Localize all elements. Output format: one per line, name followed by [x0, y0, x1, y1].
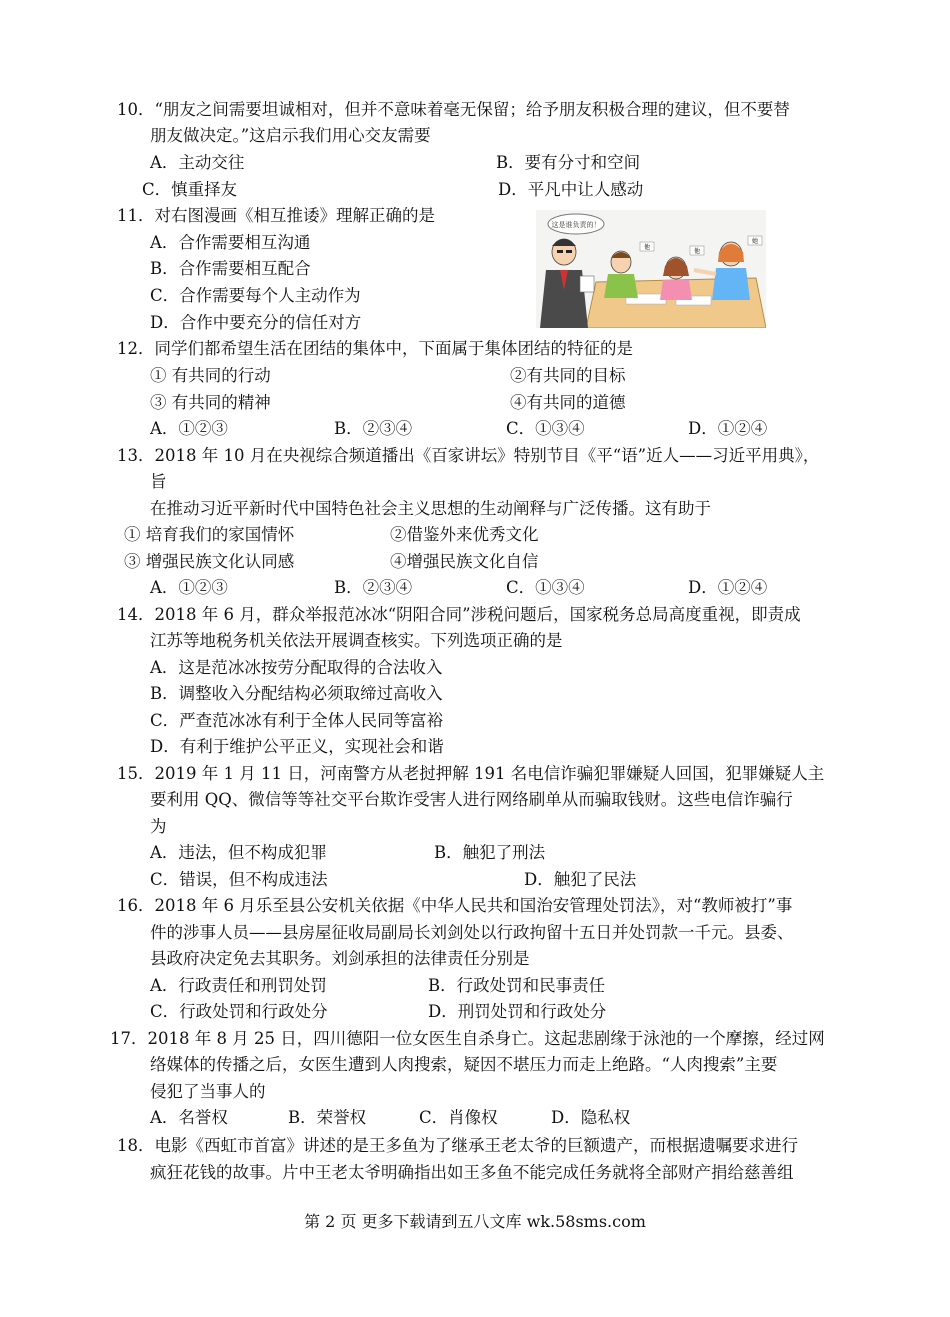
q15-stem-line2: 要利用 QQ、微信等等社交平台欺诈受害人进行网络刷单从而骗取钱财。这些电信诈骗行: [150, 790, 793, 809]
q13-item-1: ① 培育我们的家国情怀: [124, 525, 295, 544]
q13-stem-line1: 13．2018 年 10 月在央视综合频道播出《百家讲坛》特别节目《平“语”近人——习近平用典》，: [117, 446, 820, 465]
comic-illustration: [536, 210, 766, 328]
q16-stem-line3: 县政府决定免去其职务。刘剑承担的法律责任分别是: [150, 949, 530, 968]
q15-stem-line1: 15．2019 年 1 月 11 日，河南警方从老挝押解 191 名电信诈骗犯罪嫌疑人回国，犯罪嫌疑人主: [117, 764, 825, 783]
q17-stem-line1: 17．2018 年 8 月 25 日，四川德阳一位女医生自杀身亡。这起悲剧缘于泳池的一个摩擦，经过网: [110, 1029, 825, 1048]
q17-option-b: B．荣誉权: [288, 1108, 367, 1127]
q11-stem: 11．对右图漫画《相互推诿》理解正确的是: [117, 206, 435, 225]
q11-option-c: C．合作需要每个人主动作为: [150, 286, 361, 305]
q10-option-d: D．平凡中让人感动: [498, 180, 644, 199]
q12-item-3: ③ 有共同的精神: [150, 393, 271, 412]
q16-option-b: B．行政处罚和民事责任: [428, 976, 606, 995]
comic-tag-2: 他: [693, 248, 701, 255]
q16-stem-line1: 16．2018 年 6 月乐至县公安机关依据《中华人民共和国治安管理处罚法》，对“教师被打”事: [117, 896, 793, 915]
q13-item-2: ②借鉴外来优秀文化: [390, 525, 539, 544]
q13-item-4: ④增强民族文化自信: [390, 552, 539, 571]
q12-item-4: ④有共同的道德: [510, 393, 626, 412]
q14-option-d: D．有利于维护公平正义，实现社会和谐: [150, 737, 444, 756]
comic-speech-bubble: 这是谁负责的！: [551, 221, 601, 229]
q10-stem-line2: 朋友做决定。”这启示我们用心交友需要: [150, 126, 431, 145]
q12-option-a: A．①②③: [150, 419, 228, 438]
q16-option-d: D．刑罚处罚和行政处分: [428, 1002, 607, 1021]
comic-tag-1: 他: [643, 244, 651, 251]
q10-option-c: C．慎重择友: [142, 180, 238, 199]
q11-option-d: D．合作中要充分的信任对方: [150, 313, 362, 332]
q12-item-2: ②有共同的目标: [510, 366, 626, 385]
q10-option-a: A．主动交往: [150, 153, 245, 172]
q17-stem-line3: 侵犯了当事人的: [150, 1082, 266, 1101]
q13-stem-line3: 在推动习近平新时代中国特色社会主义思想的生动阐释与广泛传播。这有助于: [150, 499, 711, 518]
q15-option-d: D．触犯了民法: [524, 870, 637, 889]
q15-option-a: A．违法，但不构成犯罪: [150, 843, 327, 862]
q14-option-b: B．调整收入分配结构必须取缔过高收入: [150, 684, 443, 703]
q14-stem-line2: 江苏等地税务机关依法开展调查核实。下列选项正确的是: [150, 631, 563, 650]
q16-option-c: C．行政处罚和行政处分: [150, 1002, 328, 1021]
q15-option-b: B．触犯了刑法: [434, 843, 546, 862]
q16-option-a: A．行政责任和刑罚处罚: [150, 976, 327, 995]
comic-tag-3: 她: [751, 238, 759, 245]
q11-option-b: B．合作需要相互配合: [150, 259, 311, 278]
q12-option-d: D．①②④: [688, 419, 768, 438]
q11-option-a: A．合作需要相互沟通: [150, 233, 311, 252]
q18-stem-line2: 疯狂花钱的故事。片中王老太爷明确指出如王多鱼不能完成任务就将全部财产捐给慈善组: [150, 1163, 794, 1182]
q13-stem-line2: 旨: [150, 472, 167, 491]
page-footer: 第 2 页 更多下载请到五八文库 wk.58sms.com: [304, 1212, 646, 1231]
q17-stem-line2: 络媒体的传播之后，女医生遭到人肉搜索，疑因不堪压力而走上绝路。“人肉搜索”主要: [150, 1055, 778, 1074]
q10-stem-line1: 10．“朋友之间需要坦诚相对，但并不意味着毫无保留；给予朋友积极合理的建议，但不要替: [117, 100, 790, 119]
q10-option-b: B．要有分寸和空间: [496, 153, 641, 172]
q17-option-d: D．隐私权: [551, 1108, 631, 1127]
q14-option-a: A．这是范冰冰按劳分配取得的合法收入: [150, 658, 443, 677]
q12-option-c: C．①③④: [506, 419, 585, 438]
q12-stem: 12．同学们都希望生活在团结的集体中，下面属于集体团结的特征的是: [117, 339, 633, 358]
q17-option-a: A．名誉权: [150, 1108, 228, 1127]
q15-stem-line3: 为: [150, 817, 167, 836]
q14-option-c: C．严查范冰冰有利于全体人民同等富裕: [150, 711, 444, 730]
q13-option-c: C．①③④: [506, 578, 585, 597]
q16-stem-line2: 件的涉事人员——县房屋征收局副局长刘剑处以行政拘留十五日并处罚款一千元。县委、: [150, 923, 794, 942]
q13-option-d: D．①②④: [688, 578, 768, 597]
q18-stem-line1: 18．电影《西虹市首富》讲述的是王多鱼为了继承王老太爷的巨额遗产，而根据遗嘱要求进行: [117, 1136, 798, 1155]
q13-item-3: ③ 增强民族文化认同感: [124, 552, 295, 571]
q15-option-c: C．错误，但不构成违法: [150, 870, 328, 889]
q14-stem-line1: 14．2018 年 6 月，群众举报范冰冰“阴阳合同”涉税问题后，国家税务总局高度重视，即责成: [117, 605, 801, 624]
q17-option-c: C．肖像权: [419, 1108, 498, 1127]
q13-option-b: B．②③④: [334, 578, 413, 597]
q13-option-a: A．①②③: [150, 578, 228, 597]
q12-item-1: ① 有共同的行动: [150, 366, 271, 385]
q12-option-b: B．②③④: [334, 419, 413, 438]
